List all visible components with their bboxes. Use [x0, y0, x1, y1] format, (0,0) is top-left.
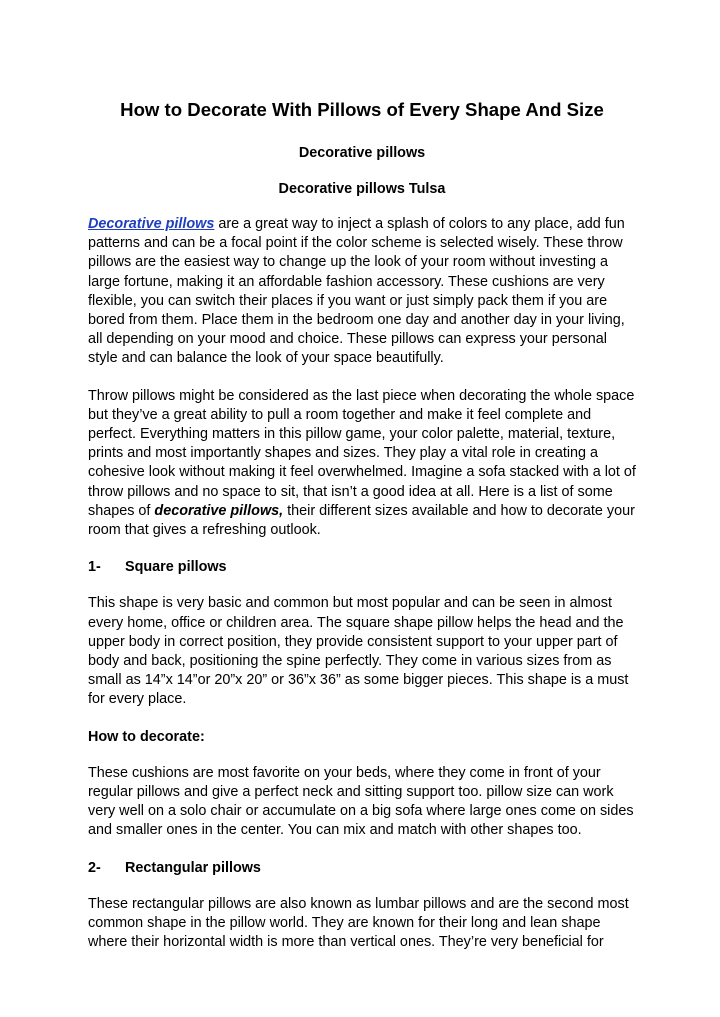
square-pillows-paragraph: This shape is very basic and common but most popular and can be seen in almost every home, office or children area. The square shape pillow helps the head and the upper body in correct position, they provide consistent support to your upper part of body and back, positioning the spine perfectly. They come in various sizes from as small as 14”x 14”or 20”x 20” or 36”x 36” as some bigger pieces. This shape is a must for every place.	[88, 595, 629, 708]
section-heading-rectangular-pillows	[88, 859, 636, 878]
subtitle-decorative-pillows: Decorative pillows	[298, 145, 426, 161]
intro-paragraph	[88, 215, 636, 369]
decorative-pillows-emphasis: decorative pillows,	[154, 502, 284, 519]
section-title: Square pillows	[125, 559, 227, 576]
section-number: 1-	[88, 559, 101, 576]
section-heading-square-pillows	[88, 558, 636, 577]
decorative-pillows-link[interactable]: Decorative pillows	[88, 216, 215, 232]
intro-paragraph-text: are a great way to inject a splash of colors to any place, add fun patterns and can be a focal point if the color scheme is selected wisely. These throw pillows are the easiest way to change up the look of your room without investing a large fortune, making it an affordable fashion accessory. These cushions are very flexible, you can switch their places if you want or just simply pack them if you are bored from them. Place them in the bedroom one day and another day in your living, all depending on your mood and choice. These pillows can express your personal style and can balance the look of your space beautifully.	[88, 216, 625, 367]
section-number: 2-	[88, 859, 101, 876]
rectangular-pillows-paragraph: These rectangular pillows are also known as lumbar pillows and are the second most common shape in the pillow world. They are known for their long and lean shape where their horizontal width is more than vertical ones. They’re very beneficial for	[88, 895, 629, 951]
page-title: How to Decorate With Pillows of Every Shape And Size	[120, 99, 604, 120]
how-to-decorate-paragraph: These cushions are most favorite on your beds, where they come in front of your regular pillows and give a perfect neck and sitting support too. pillow size can work very well on a solo chair or accumulate on a big sofa where large ones come on sides and smaller ones in the center. You can mix and match with other shapes too.	[88, 764, 634, 839]
how-to-decorate-heading: How to decorate:	[88, 728, 205, 745]
throw-pillows-paragraph	[88, 387, 636, 541]
throw-pillows-text-before: Throw pillows might be considered as the last piece when decorating the whole space but they’ve a great ability to pull a room together and make it feel complete and perfect. Everything matters in this pillow game, your color palette, material, texture, prints and most importantly shapes and sizes. They play a vital role in creating a cohesive look without making it feel overwhelmed. Imagine a sofa stacked with a lot of throw pillows and no space to sit, that isn’t a good idea at all. Here is a list of some shapes of	[88, 387, 636, 519]
subtitle-decorative-pillows-tulsa: Decorative pillows Tulsa	[278, 181, 446, 197]
section-title: Rectangular pillows	[125, 859, 261, 876]
throw-pillows-text-after: their different sizes available and how to decorate your room that gives a refreshing outlook.	[88, 502, 635, 539]
